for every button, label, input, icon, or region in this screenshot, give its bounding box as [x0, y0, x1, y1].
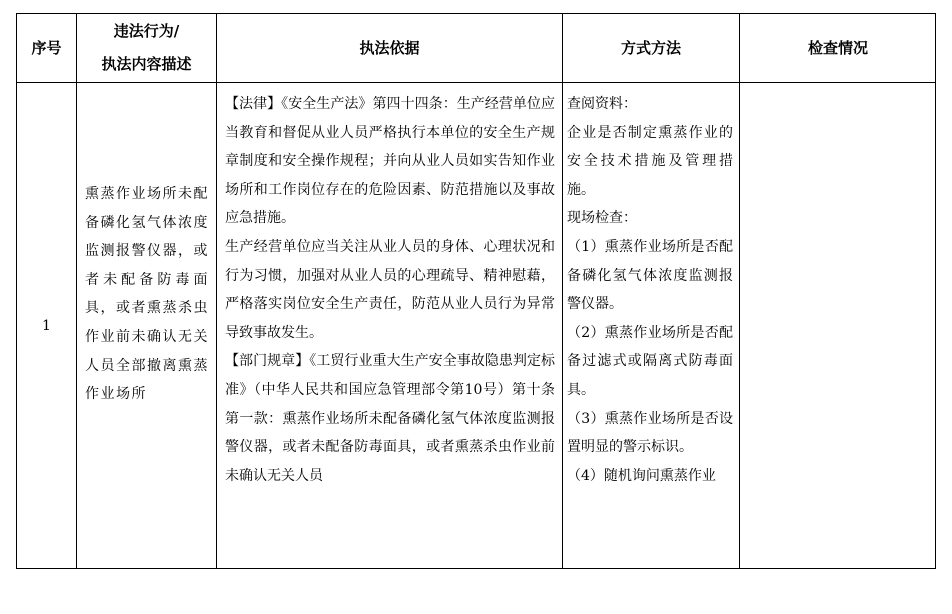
column-divider	[216, 14, 217, 568]
header-check-label: 检查情况	[807, 38, 868, 57]
row-seq	[17, 83, 76, 569]
header-behavior-line2: 执法内容描述	[101, 55, 192, 73]
row-basis	[225, 90, 555, 568]
method-paragraph: （3）熏蒸作业场所是否设置明显的警示标识。	[567, 410, 733, 456]
header-seq	[17, 14, 76, 82]
header-behavior	[77, 14, 216, 82]
method-paragraph: （4）随机询问熏蒸作业	[567, 467, 716, 484]
column-divider	[76, 14, 77, 568]
header-divider	[17, 82, 935, 83]
method-paragraph: 现场检查：	[567, 210, 637, 227]
method-paragraph: 企业是否制定熏蒸作业的安全技术措施及管理措施。	[567, 124, 733, 198]
header-method	[563, 14, 739, 82]
basis-paragraph: 生产经营单位应当关注从业人员的身体、心理状况和行为习惯，加强对从业人员的心理疏导、精神慰藉，严格落实岗位安全生产责任，防范从业人员行为异常导致事故发生。	[225, 238, 555, 341]
header-basis-label: 执法依据	[359, 38, 420, 57]
basis-paragraph: 【法律】《安全生产法》第四十四条：生产经营单位应当教育和督促从业人员严格执行本单位的安全生产规章制度和安全操作规程；并向从业人员如实告知作业场所和工作岗位存在的危险因素、防范措施以及事故应急措施。	[225, 96, 555, 227]
method-paragraph: 查阅资料：	[567, 96, 637, 112]
method-paragraph: （2）熏蒸作业场所是否配备过滤式或隔离式防毒面具。	[567, 324, 733, 398]
header-basis	[217, 14, 562, 82]
row-behavior	[85, 180, 209, 409]
row-method	[567, 90, 733, 568]
header-seq-label: 序号	[31, 38, 62, 57]
row-seq-value: 1	[42, 318, 51, 334]
header-method-label: 方式方法	[620, 38, 681, 57]
column-divider	[562, 14, 563, 568]
method-paragraph: （1）熏蒸作业场所是否配备磷化氢气体浓度监测报警仪器。	[567, 238, 733, 313]
behavior-text: 熏蒸作业场所未配备磷化氢气体浓度监测报警仪器，或者未配备防毒面具，或者熏蒸杀虫作业前未确认无关人员全部撤离熏蒸作业场所	[85, 186, 209, 403]
column-divider	[739, 14, 740, 568]
header-behavior-line1: 违法行为/	[113, 22, 180, 40]
header-check	[740, 14, 936, 82]
enforcement-table	[16, 13, 936, 569]
basis-paragraph: 【部门规章】《工贸行业重大生产安全事故隐患判定标准》（中华人民共和国应急管理部令第10号）第十条第一款：熏蒸作业场所未配备磷化氢气体浓度监测报警仪器，或者未配备防毒面具，或者熏蒸杀虫作业前未确认无关人员	[225, 353, 555, 484]
